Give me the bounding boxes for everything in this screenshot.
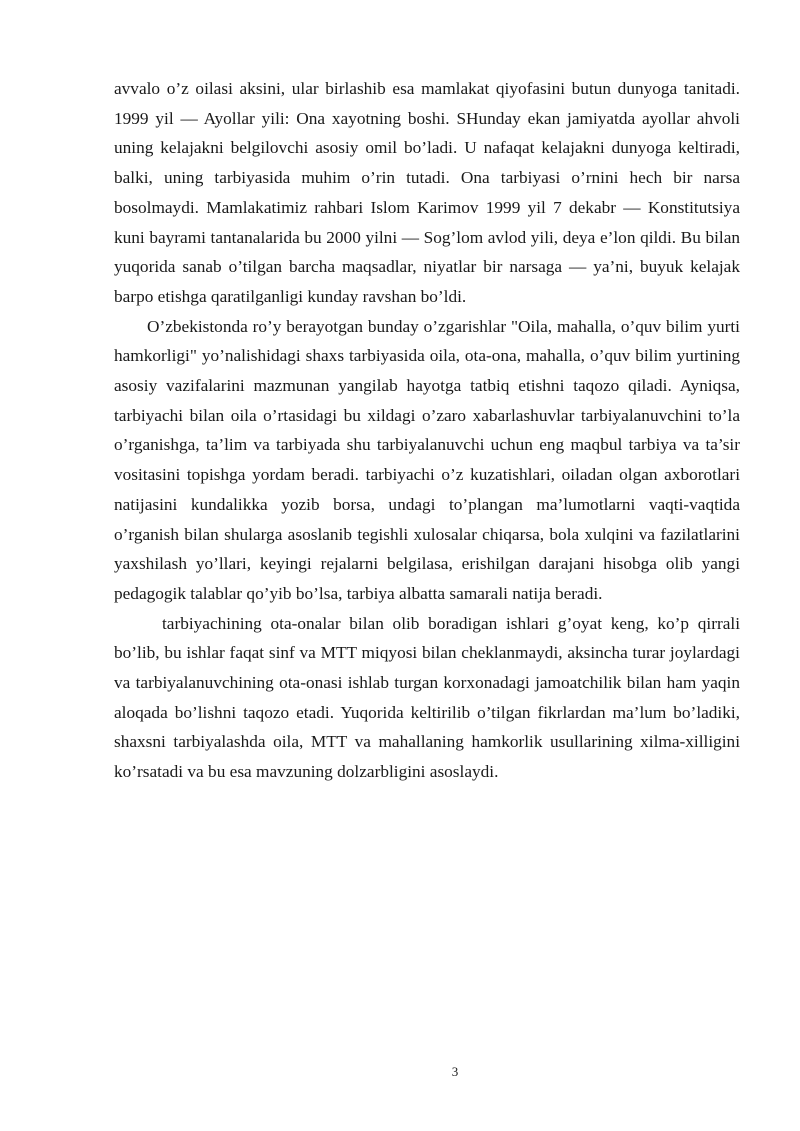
body-text xyxy=(114,74,740,787)
paragraph-3: tarbiyachining ota-onalar bilan olib boradigan ishlari g’oyat keng, ko’p qirrali bo’lib, bu ishlar faqat sinf va MTT miqyosi bilan cheklanmaydi, aksincha turar joylardagi va tarbiyalanuvchining ota-onasi ishlab turgan korxonadagi jamoatchilik bilan ham yaqin aloqada bo’lishni taqozo etadi. Yuqorida keltirilib o’tilgan fikrlardan ma’lum bo’ladiki, shaxsni tarbiyalashda oila, MTT va mahallaning hamkorlik usullarining xilma-xilligini ko’rsatadi va bu esa mavzuning dolzarbligini asoslaydi. xyxy=(114,613,740,782)
page-number: 3 xyxy=(451,1064,459,1079)
paragraph-2: O’zbekistonda ro’y berayotgan bunday o’zgarishlar "Oila, mahalla, o’quv bilim yurti hamkorligi" yo’nalishidagi shaxs tarbiyasida oila, ota-ona, mahalla, o’quv bilim yurtining asosiy vazifalarini mazmunan yangilab hayotga tatbiq etishni taqozo qiladi. Ayniqsa, tarbiyachi bilan oila o’rtasidagi bu xildagi o’zaro xabarlashuvlar tarbiyalanuvchini to’la o’rganishga, ta’lim va tarbiyada shu tarbiyalanuvchi uchun eng maqbul tarbiya va ta’sir vositasini topishga yordam beradi. tarbiyachi o’z kuzatishlari, oiladan olgan axborotlari natijasini kundalikka yozib borsa, undagi to’plangan ma’lumotlarni vaqti-vaqtida o’rganish bilan shularga asoslanib tegishli xulosalar chiqarsa, bola xulqini va fazilatlarini yaxshilash yo’llari, keyingi rejalarni belgilasa, erishilgan darajani hisobga olib yangi pedagogik talablar qo’yib bo’lsa, tarbiya albatta samarali natija beradi. xyxy=(114,316,740,603)
paragraph-1: avvalo o’z oilasi aksini, ular birlashib esa mamlakat qiyofasini butun dunyoga tanitadi. 1999 yil — Ayollar yili: Ona xayotning boshi. SHunday ekan jamiyatda ayollar ahvoli uning kelajakni belgilovchi asosiy omil bo’ladi. U nafaqat kelajakni dunyoga keltiradi, balki, uning tarbiyasida muhim o’rin tutadi. Ona tarbiyasi o’rnini hech bir narsa bosolmaydi. Mamlakatimiz rahbari Islom Karimov 1999 yil 7 dekabr — Konstitutsiya kuni bayrami tantanalarida bu 2000 yilni — Sog’lom avlod yili, deya e’lon qildi. Bu bilan yuqorida sanab o’tilgan barcha maqsadlar, niyatlar bir narsaga — ya’ni, buyuk kelajak barpo etishga qaratilganligi kunday ravshan bo’ldi. xyxy=(114,79,740,306)
